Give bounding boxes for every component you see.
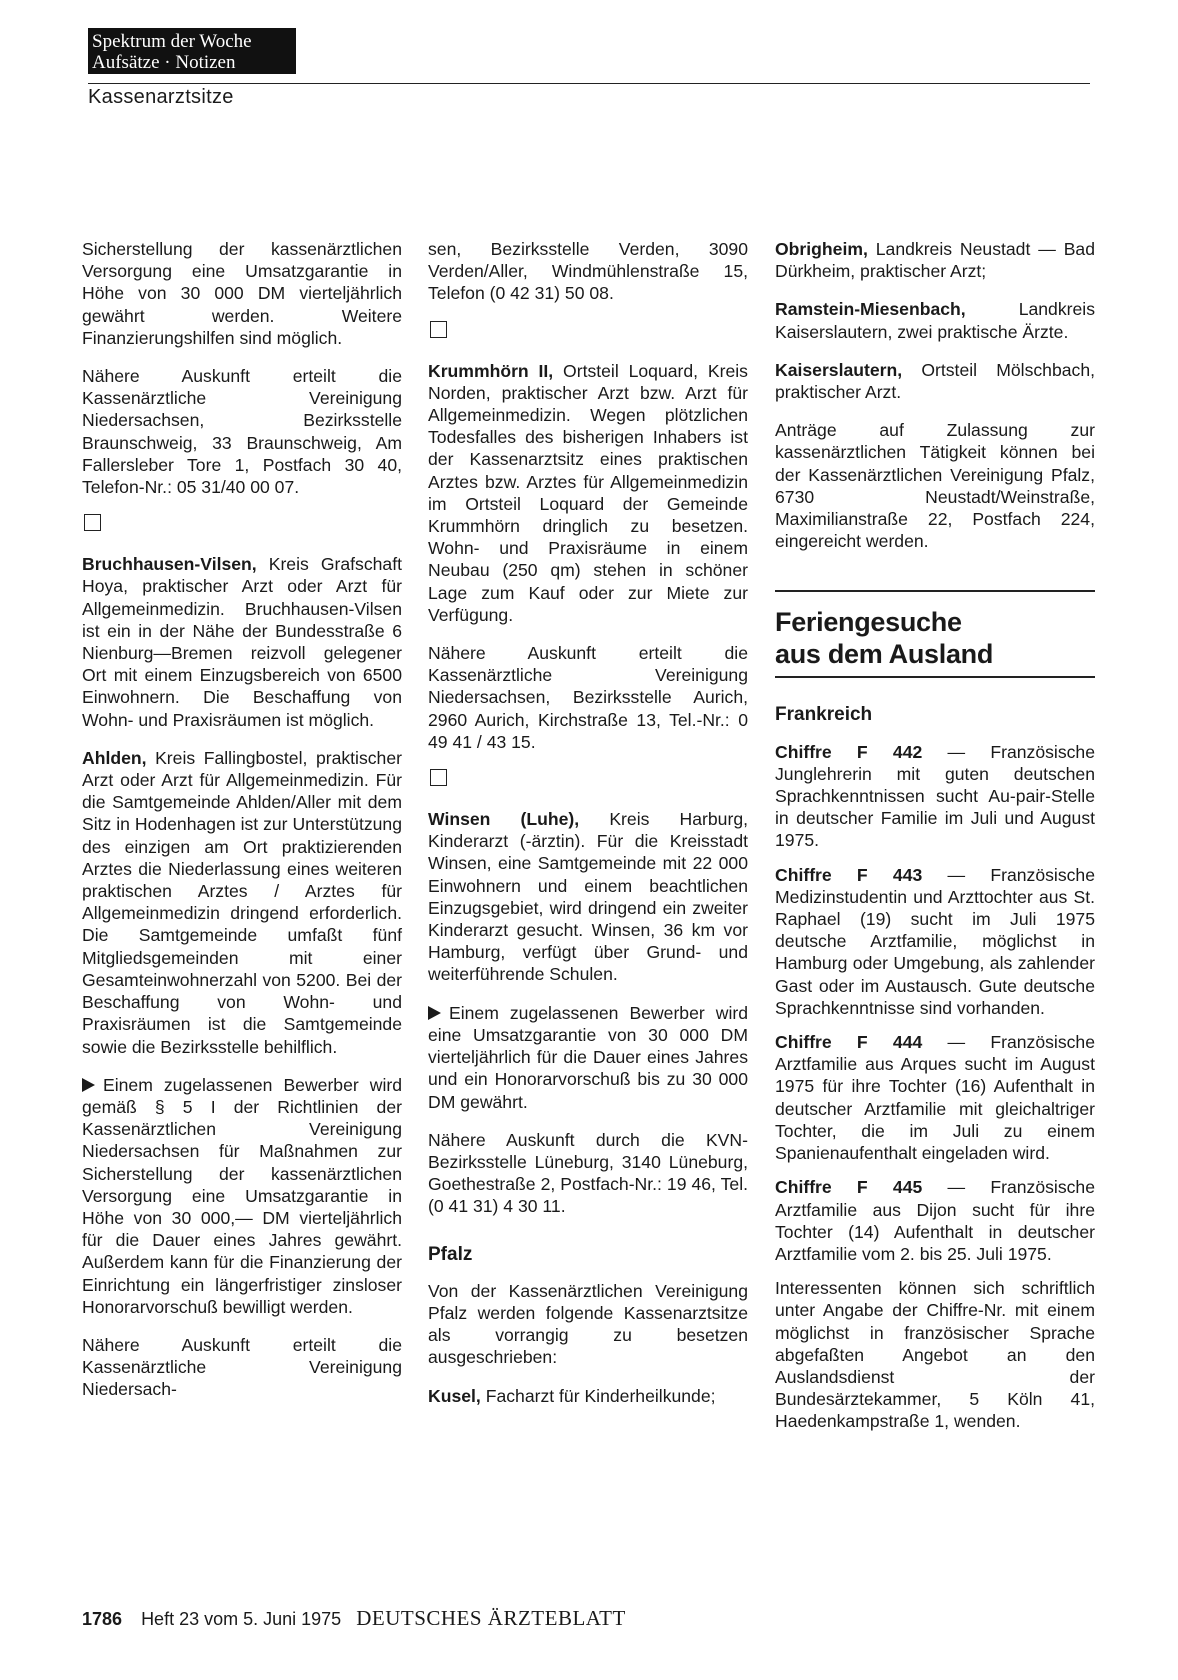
page-number: 1786 xyxy=(82,1609,123,1629)
section-label-box xyxy=(88,28,296,74)
chiffre-f444 xyxy=(775,1031,1095,1164)
section-title: Kassenarztsitze xyxy=(88,86,234,108)
paragraph: Anträge auf Zulassung zur kassenärztlichen Tätigkeit können bei der Kassenärztlichen Vereinigung Pfalz, 6730 Neustadt/Weinstraße, Maximilianstraße 22, Postfach 224, eingereicht werden. xyxy=(775,420,1095,552)
place-name: Krummhörn II, xyxy=(428,360,554,381)
chiffre-code: Chiffre F 444 xyxy=(775,1032,923,1053)
listing-text: Kreis Fallingbostel, praktischer Arzt oder Arzt für Allgemeinmedizin. Für die Samtgemeinde Ahlden/Aller mit dem Sitz in Hodenhagen ist zur Unterstützung des einzigen am Ort praktizierenden Arztes die Niederlassung eines weiteren praktischen Arztes / Arztes für Allgemeinmedizin dringend erforderlich. Die Samtgemeinde umfaßt fünf Mitgliedsgemeinden mit einer Gesamteinwohnerzahl von 5200. Bei der Beschaffung von Wohn- und Praxisräumen ist die Samtgemeinde sowie die Bezirksstelle behilflich. xyxy=(82,747,402,1057)
checkbox-square-icon xyxy=(430,769,447,786)
feature-rule-bottom xyxy=(775,676,1095,678)
listing-text: Landkreis Kaiserslautern, zwei praktische Ärzte. xyxy=(775,299,1095,342)
header-rule xyxy=(88,83,1090,84)
section-label-line1: Spektrum der Woche xyxy=(92,31,252,52)
listing-kusel xyxy=(428,1385,748,1407)
listing-winsen xyxy=(428,808,748,986)
listing-krummhoern xyxy=(428,360,748,626)
listing-text: Facharzt für Kinderheilkunde; xyxy=(480,1385,716,1406)
feature-rule-top xyxy=(775,590,1095,592)
paragraph: Sicherstellung der kassenärztlichen Versorgung eine Umsatzgarantie in Höhe von 30 000 DM vierteljährlich gewährt werden. Weitere Finanzierungshilfen sind möglich. xyxy=(82,239,402,348)
checkbox-square-icon xyxy=(430,321,447,338)
paragraph-text: Einem zugelassenen Bewerber wird eine Umsatzgarantie von 30 000 DM vierteljährlich für die Dauer eines Jahres und ein Honorarvorschuß bis zu 30 000 DM gewährt. xyxy=(428,1002,748,1112)
column-3 xyxy=(775,238,1095,1449)
subheading-frankreich: Frankreich xyxy=(775,704,873,726)
place-name: Bruchhausen-Vilsen, xyxy=(82,554,257,575)
paragraph: Nähere Auskunft durch die KVN-Bezirksstelle Lüneburg, 3140 Lüneburg, Goethestraße 2, Postfach-Nr.: 19 46, Tel. (0 41 31) 4 30 11. xyxy=(428,1129,748,1217)
paragraph: sen, Bezirksstelle Verden, 3090 Verden/Aller, Windmühlenstraße 15, Telefon (0 42 31) 50 08. xyxy=(428,239,748,304)
guarantee-paragraph xyxy=(82,1074,402,1318)
triangle-bullet-icon xyxy=(82,1078,95,1092)
journal-name: DEUTSCHES ÄRZTEBLATT xyxy=(356,1606,626,1630)
chiffre-code: Chiffre F 443 xyxy=(775,864,923,885)
listing-kaiserslautern xyxy=(775,359,1095,403)
chiffre-text: — Französische Medizinstudentin und Arzttochter aus St. Raphael (19) sucht im Juli 1975 deutsche Arztfamilie, möglichst in Hamburg oder Umgebung, als zahlender Gast oder im Austausch. Gute deutsche Sprachkenntnisse sind vorhanden. xyxy=(775,864,1095,1018)
place-name: Winsen (Luhe), xyxy=(428,809,580,830)
paragraph: Nähere Auskunft erteilt die Kassenärztliche Vereinigung Niedersach- xyxy=(82,1334,402,1400)
chiffre-text: — Französische Arztfamilie aus Arques sucht im August 1975 für ihre Tochter (16) Aufenthalt in deutscher Arztfamilie mit gleichaltriger Tochter, die im Juli zu einem Spanienaufenthalt eingeladen wird. xyxy=(775,1032,1095,1164)
chiffre-text: — Französische Junglehrerin mit guten deutschen Sprachkenntnissen sucht Au-pair-Stelle in deutscher Familie im Juli und August 1975. xyxy=(775,741,1095,851)
guarantee-paragraph xyxy=(428,1002,748,1113)
paragraph: Von der Kassenärztlichen Vereinigung Pfalz werden folgende Kassenarztsitze als vorrangig zu besetzen ausgeschrieben: xyxy=(428,1280,748,1368)
subheading-pfalz: Pfalz xyxy=(428,1243,473,1265)
section-label-line2: Aufsätze · Notizen xyxy=(92,52,236,73)
triangle-bullet-icon xyxy=(428,1006,441,1020)
page-footer xyxy=(82,1606,626,1631)
listing-text: Ortsteil Loquard, Kreis Norden, praktischer Arzt bzw. Arzt für Allgemeinmedizin. Wegen plötzlichen Todesfalles des bisherigen Inhabers ist der Kassenarztsitz eines praktischen Arztes bzw. Arztes für Allgemeinmedizin im Ortsteil Loquard der Gemeinde Krummhörn dringlich zu besetzen. Wohn- und Praxisräume in einem Neubau (250 qm) stehen in schöner Lage zum Kauf oder zur Miete zur Verfügung. xyxy=(428,360,748,625)
place-name: Kaiserslautern, xyxy=(775,359,903,380)
chiffre-code: Chiffre F 445 xyxy=(775,1177,923,1198)
place-name: Ahlden, xyxy=(82,747,147,768)
listing-text: Kreis Grafschaft Hoya, praktischer Arzt oder Arzt für Allgemeinmedizin. Bruchhausen-Vilsen ist ein in der Nähe der Bundesstraße 6 Nienburg—Bremen reizvoll gelegener Ort mit einem Einzugsbereich von 6500 Einwohnern. Die Beschaffung von Wohn- und Praxisräumen ist möglich. xyxy=(82,554,402,730)
listing-text: Ortsteil Mölschbach, praktischer Arzt. xyxy=(775,359,1095,403)
paragraph: Nähere Auskunft erteilt die Kassenärztliche Vereinigung Niedersachsen, Bezirksstelle Aurich, 2960 Aurich, Kirchstraße 13, Tel.-Nr.: 0 49 41 / 43 15. xyxy=(428,643,748,752)
feature-title-line1: Feriengesuche xyxy=(775,607,962,638)
listing-ramstein-miesenbach xyxy=(775,298,1095,342)
chiffre-f443 xyxy=(775,864,1095,1019)
column-1 xyxy=(82,238,402,1417)
paragraph-text: Einem zugelassenen Bewerber wird gemäß § 5 I der Richtlinien der Kassenärztlichen Vereinigung Niedersachsen für Maßnahmen zur Sicherstellung der kassenärztlichen Versorgung eine Umsatzgarantie in Höhe von 30 000,— DM vierteljährlich für die Dauer eines Jahres gewährt. Außerdem kann für die Finanzierung der Einrichtung ein längerfristiger zinsloser Honorarvorschuß bewilligt werden. xyxy=(82,1074,402,1317)
place-name: Obrigheim, xyxy=(775,239,868,259)
feature-title-line2: aus dem Ausland xyxy=(775,639,994,670)
listing-bruchhausen-vilsen xyxy=(82,553,402,731)
listing-ahlden xyxy=(82,747,402,1058)
checkbox-square-icon xyxy=(84,514,101,531)
paragraph: Interessenten können sich schriftlich unter Angabe der Chiffre-Nr. mit einem möglichst in französischer Sprache abgefaßten Angebot an den Auslandsdienst der Bundesärztekammer, 5 Köln 41, Haedenkampstraße 1, wenden. xyxy=(775,1278,1095,1432)
chiffre-f442 xyxy=(775,741,1095,852)
listing-text: Kreis Harburg, Kinderarzt (-ärztin). Für die Kreisstadt Winsen, eine Samtgemeinde mit 22 000 Einwohnern und einem beachtlichen Einzugsgebiet, wird dringend ein zweiter Kinderarzt gesucht. Winsen, 36 km vor Hamburg, verfügt über Grund- und weiterführende Schulen. xyxy=(428,809,748,985)
column-2 xyxy=(428,238,748,1423)
listing-obrigheim xyxy=(775,238,1095,282)
place-name: Ramstein-Miesenbach, xyxy=(775,299,966,320)
listing-text: Landkreis Neustadt — Bad Dürkheim, praktischer Arzt; xyxy=(775,239,1095,282)
paragraph: Nähere Auskunft erteilt die Kassenärztliche Vereinigung Niedersachsen, Bezirksstelle Braunschweig, 33 Braunschweig, Am Fallersleber Tore 1, Postfach 30 40, Telefon-Nr.: 05 31/40 00 07. xyxy=(82,366,402,498)
chiffre-f445 xyxy=(775,1176,1095,1265)
chiffre-code: Chiffre F 442 xyxy=(775,741,923,762)
place-name: Kusel, xyxy=(428,1385,481,1406)
chiffre-text: — Französische Arztfamilie aus Dijon sucht für ihre Tochter (14) Aufenthalt in deutscher Arztfamilie vom 2. bis 25. Juli 1975. xyxy=(775,1177,1095,1264)
issue-info: Heft 23 vom 5. Juni 1975 xyxy=(141,1609,342,1629)
